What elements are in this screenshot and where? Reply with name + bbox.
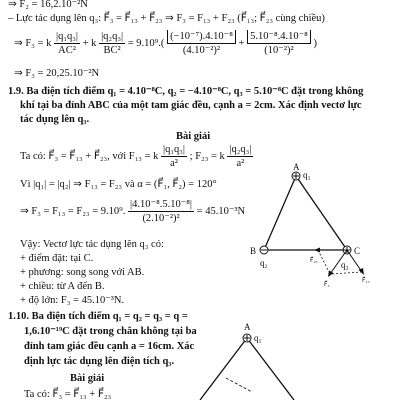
fraction-term1: $\frac{\text{(−10⁻⁷).4.10⁻⁸}}{\text{(4.10⁻²)²}}$ [167, 30, 236, 57]
bullet-sense: + chiều: từ A đến B. [20, 281, 105, 292]
side-ab [264, 176, 296, 250]
fraction-f13: $\frac{\text{|q₁q₃|}}{\text{a²}}$ [163, 144, 186, 170]
label-c: C [354, 246, 361, 256]
fraction-term2: $\frac{\text{5.10⁻⁸.4.10⁻⁸}}{\text{(10⁻²)²}}$ [247, 30, 311, 57]
problem-1-9-line-1: 1.9. Ba điện tích điểm q₁ = 4.10⁻⁸C, q₂ = −4.10⁻⁸C, q₃ = 5.10⁻⁸C đặt trong không [8, 86, 364, 97]
solution-heading-1-9: Bài giải [176, 131, 211, 142]
fig2-label-a: A [244, 322, 251, 332]
fraction-q1q3-ac2: $\frac{\text{|q₁q₃|}}{\text{AC²}}$ [55, 31, 79, 57]
dashed-guide-2 [330, 272, 362, 274]
label-a: A [293, 162, 300, 172]
problem-1-10-line-2: 1,6.10⁻¹⁹C đặt trong chân không tại ba [24, 326, 197, 337]
problem-1-10-line-4: định lực tác dụng lên điện tích q₃. [24, 356, 175, 367]
label-f13: F⃗₁₃ [362, 278, 370, 284]
label-f23: F⃗₂₃ [310, 258, 318, 264]
bullet-magnitude: + độ lớn: F₃ = 45.10⁻³N. [20, 295, 125, 306]
problem-1-10-cut-line: Ta có: F⃗₃ = F⃗₁₃ + F⃗₂₃ [24, 389, 112, 400]
fraction-q2q3-bc2: $\frac{\text{|q₂q₃|}}{\text{BC²}}$ [101, 31, 124, 57]
formula-close: ) [313, 38, 317, 50]
bullet-point-of-application: + điểm đặt: tại C. [20, 253, 94, 264]
fig2-side-right [247, 338, 294, 400]
ta-co-line: Ta có: F⃗₃ = F⃗₁₃ + F⃗₂₃, với F₁₃ = k $\frac{\text{|q₁q₃|}}{\text{a²}}$ ; F₂₃ = k $\frac{\text{|q₂q₃|}}{\text{a²}}$ [20, 144, 252, 170]
dashed-guide-1 [318, 250, 330, 274]
solution-heading-1-10: Bài giải [70, 373, 105, 384]
charge-marker-q2 [260, 246, 268, 254]
fraction-calc: $\frac{\text{|4.10⁻⁸.5.10⁻⁸|}}{\text{(2.10⁻²)²}}$ [130, 199, 193, 225]
label-q2: q₂ [260, 258, 268, 268]
formula-lhs: ⇒ F₃ = k [14, 38, 52, 50]
side-ac [296, 176, 347, 250]
f3-formula: ⇒ F₃ = k $\frac{\text{|q₁q₃|}}{\text{AC²}}$ + k $\frac{\text{|q₂q₃|}}{\text{BC²}}$ = 9.10⁹.( $\frac{\text{(−10⁻⁷).4.10⁻⁸}}{\text{(4.10⁻²)²}}$ + $\frac{\text{5.10⁻⁸.4.10⁻⁸}}{\text{(10⁻²)²}}$ ) [14, 31, 317, 57]
figure-2-triangle [200, 322, 294, 400]
fig2-label-q1: q₁ [254, 333, 262, 343]
result-f3: ⇒ F₃ = 20,25.10⁻²N [14, 68, 100, 79]
problem-1-10-line-3: đỉnh tam giác đều cạnh a = 16cm. Xác [24, 341, 195, 352]
problem-1-10-line-1: 1.10. Ba điện tích điểm q₁ = q₂ = q₃ = q = [8, 311, 188, 322]
figure-1-triangle [250, 162, 370, 288]
arrow-head-f23 [314, 248, 320, 253]
formula-plus: + k [82, 38, 97, 50]
formula-eq: = 9.10⁹.( [127, 38, 165, 50]
fig2-side-left [200, 338, 247, 400]
fig2-dashed [226, 378, 252, 392]
conclusion-line: Vậy: Vectơ lực tác dụng lên q₃ có: [20, 239, 164, 250]
fraction-f23: $\frac{\text{|q₂q₃|}}{\text{a²}}$ [229, 144, 252, 170]
label-f3: F⃗₃ [324, 282, 330, 288]
charge-marker-q1 [292, 172, 300, 180]
arrow-head-f13 [359, 268, 365, 275]
vi-line: Vì |q₁| = |q₂| ⇒ F₁₃ = F₂₃ và α = (F⃗₁, F⃗₂) = 120° [20, 179, 217, 190]
problem-1-9-line-3: tác dụng lên q₃. [20, 114, 90, 125]
f3-calc-line: ⇒ F₃ = F₁₃ = F₂₃ = 9.10⁹. $\frac{\text{|4.10⁻⁸.5.10⁻⁸|}}{\text{(2.10⁻²)²}}$ = 45.10⁻³N [20, 199, 246, 225]
fig2-charge-marker [243, 334, 251, 342]
problem-1-9-line-2: khí tại ba đỉnh ABC của một tam giác đều, cạnh a = 2cm. Xác định vectơ lực [20, 100, 362, 111]
label-q1: q₁ [303, 170, 311, 180]
force-on-q3-line: – Lực tác dụng lên q₃: F⃗₃ = F⃗₁₃ + F⃗₂₃ ⇒ F₃ = F₁₃ + F₂₃ (F⃗₁₃; F⃗₂₃ cùng chiều) [8, 13, 325, 24]
label-b: B [250, 246, 257, 256]
result-f2: ⇒ F₂ = 16,2.10⁻²N [8, 0, 88, 10]
bullet-direction: + phương: song song với AB. [20, 267, 145, 278]
label-q3: q₃ [341, 260, 349, 270]
